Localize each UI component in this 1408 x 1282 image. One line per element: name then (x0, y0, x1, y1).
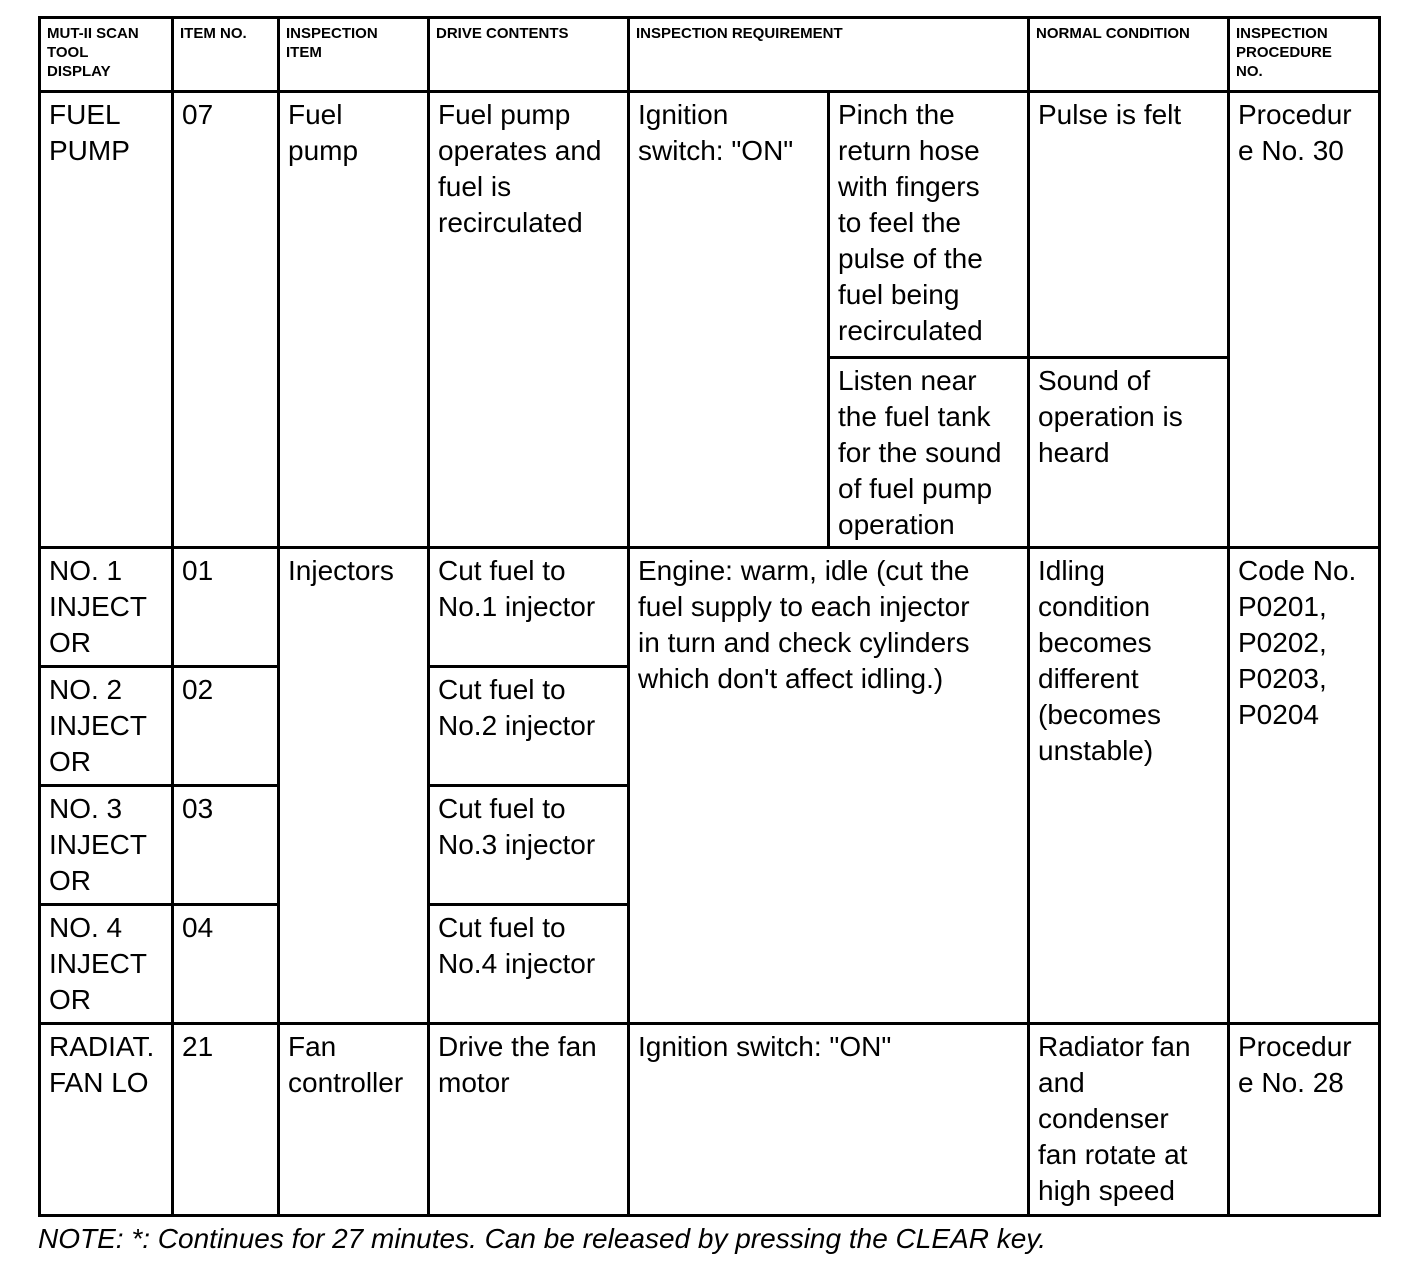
fuel-pump-method-listen: Listen near the fuel tank for the sound of fuel pump operation (829, 358, 1029, 548)
fuel-pump-method-pinch: Pinch the return hose with fingers to feel the pulse of the fuel being recirculated (829, 92, 1029, 358)
injector-4-drive: Cut fuel to No.4 injector (429, 905, 629, 1024)
radiator-fan-requirement: Ignition switch: "ON" (629, 1024, 1029, 1216)
injector-2-drive: Cut fuel to No.2 injector (429, 667, 629, 786)
fuel-pump-item: Fuel pump (279, 92, 429, 548)
fuel-pump-normal-pulse: Pulse is felt (1029, 92, 1229, 358)
header-procedure-no: INSPECTION PROCEDURE NO. (1229, 18, 1380, 92)
fuel-pump-normal-sound: Sound of operation is heard (1029, 358, 1229, 548)
injectors-item: Injectors (279, 548, 429, 1024)
header-item-no: ITEM NO. (173, 18, 279, 92)
footnote: NOTE: *: Continues for 27 minutes. Can be released by pressing the CLEAR key. (38, 1223, 1046, 1254)
table-row (40, 1024, 1380, 1216)
fuel-pump-procedure: Procedur e No. 30 (1229, 92, 1380, 548)
fuel-pump-item-no: 07 (173, 92, 279, 548)
injector-3-display: NO. 3 INJECT OR (40, 786, 173, 905)
radiator-fan-item-no: 21 (173, 1024, 279, 1216)
table-row (40, 92, 1380, 358)
injector-1-item-no: 01 (173, 548, 279, 667)
fuel-pump-requirement: Ignition switch: "ON" (629, 92, 829, 548)
injectors-procedure: Code No. P0201, P0202, P0203, P0204 (1229, 548, 1380, 1024)
injector-1-display: NO. 1 INJECT OR (40, 548, 173, 667)
radiator-fan-display: RADIAT. FAN LO (40, 1024, 173, 1216)
fuel-pump-display: FUEL PUMP (40, 92, 173, 548)
injector-1-drive: Cut fuel to No.1 injector (429, 548, 629, 667)
table-row (40, 548, 1380, 667)
injector-3-item-no: 03 (173, 786, 279, 905)
fuel-pump-drive: Fuel pump operates and fuel is recirculated (429, 92, 629, 548)
injector-2-display: NO. 2 INJECT OR (40, 667, 173, 786)
header-display: MUT-II SCAN TOOL DISPLAY (40, 18, 173, 92)
header-normal-condition: NORMAL CONDITION (1029, 18, 1229, 92)
radiator-fan-procedure: Procedur e No. 28 (1229, 1024, 1380, 1216)
header-inspection-requirement: INSPECTION REQUIREMENT (629, 18, 1029, 92)
injector-2-item-no: 02 (173, 667, 279, 786)
header-inspection-item: INSPECTION ITEM (279, 18, 429, 92)
radiator-fan-item: Fan controller (279, 1024, 429, 1216)
table-header-row (40, 18, 1380, 92)
radiator-fan-normal: Radiator fan and condenser fan rotate at high speed (1029, 1024, 1229, 1216)
injector-4-display: NO. 4 INJECT OR (40, 905, 173, 1024)
document-page (38, 16, 1378, 1217)
radiator-fan-drive: Drive the fan motor (429, 1024, 629, 1216)
actuator-test-table (38, 16, 1381, 1217)
injectors-requirement: Engine: warm, idle (cut the fuel supply to each injector in turn and check cylinders which don't affect idling.) (629, 548, 1029, 1024)
injector-3-drive: Cut fuel to No.3 injector (429, 786, 629, 905)
injectors-normal: Idling condition becomes different (becomes unstable) (1029, 548, 1229, 1024)
header-drive-contents: DRIVE CONTENTS (429, 18, 629, 92)
injector-4-item-no: 04 (173, 905, 279, 1024)
